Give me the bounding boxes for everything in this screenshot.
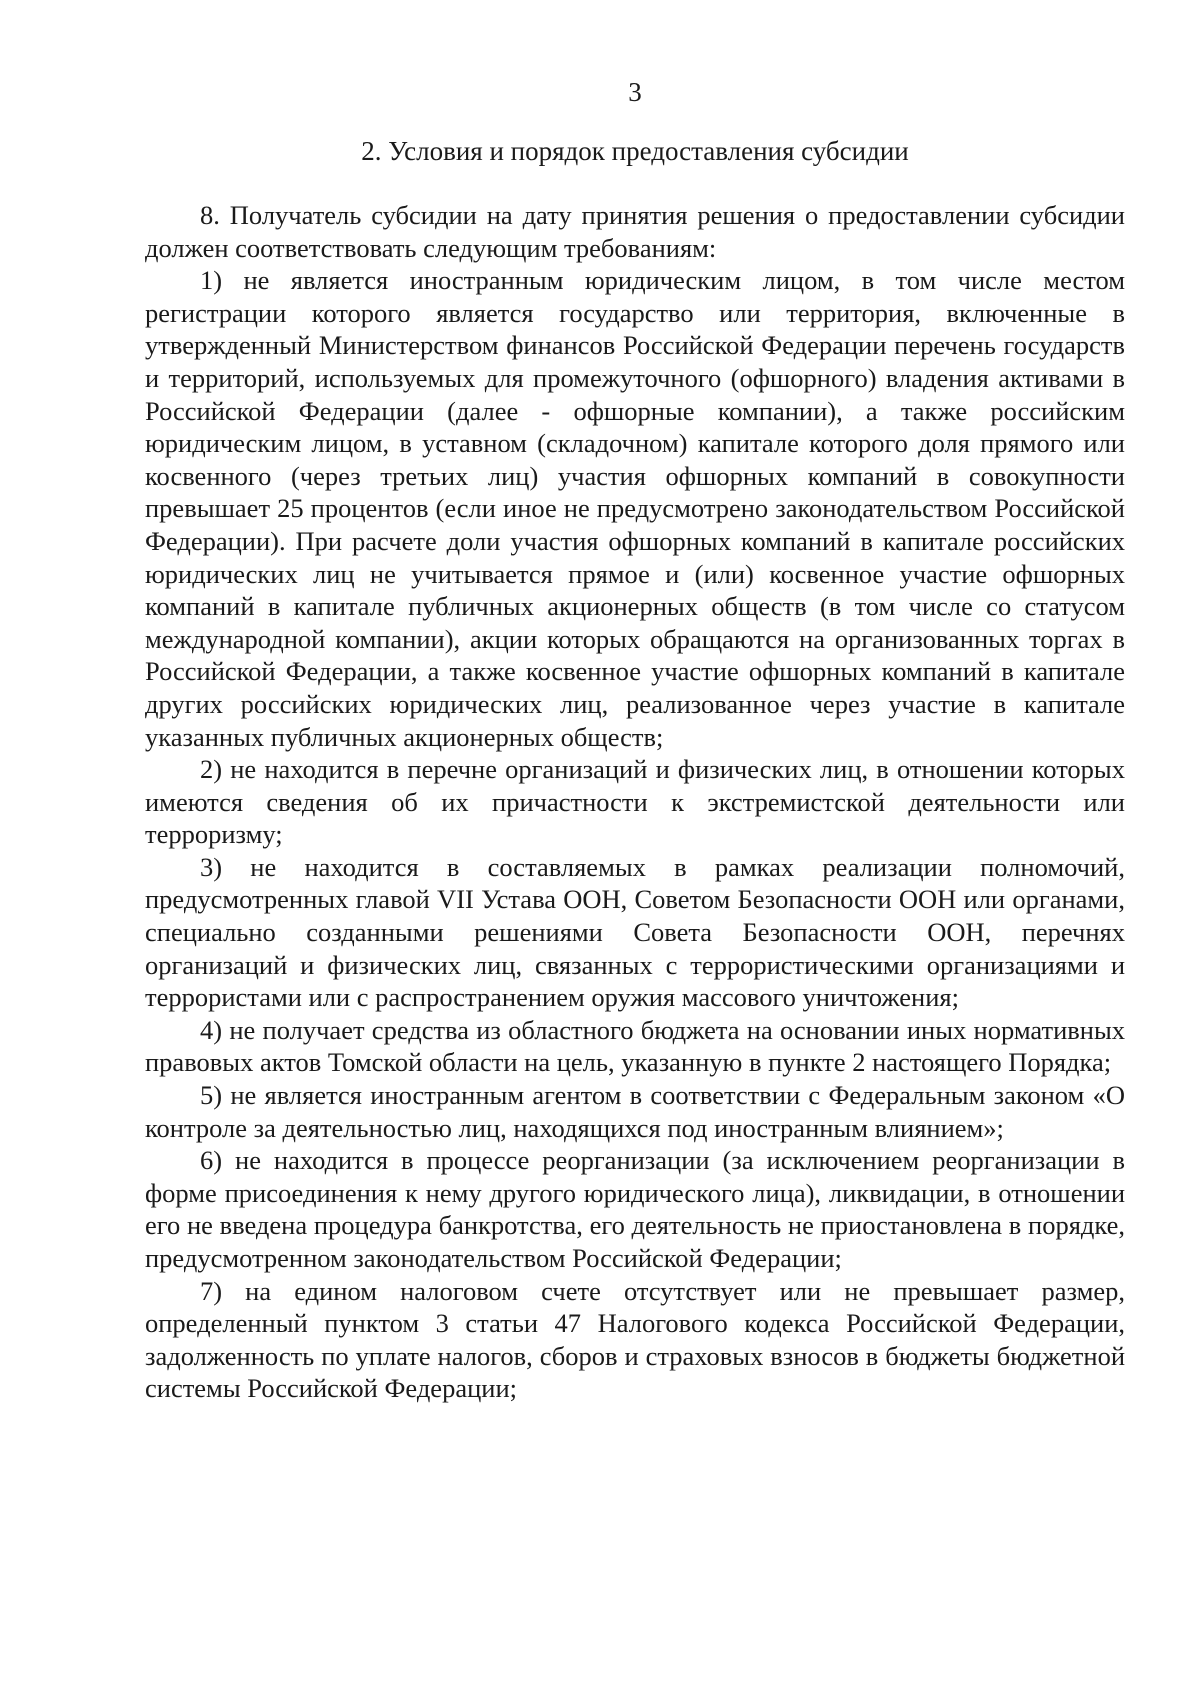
section-title: 2. Условия и порядок предоставления субсидии [361, 136, 909, 166]
requirement-3: 3) не находится в составляемых в рамках реализации полномочий, предусмотренных главой VII Устава ООН, Советом Безопасности ООН или органами, специально созданными решениями Совета Безопасности ООН, перечнях организаций и физических лиц, связанных с террористическими организациями и террористами или с распространением оружия массового уничтожения; [145, 851, 1125, 1013]
page-number: 3 [628, 77, 642, 107]
requirement-1: 1) не является иностранным юридическим лицом, в том числе местом регистрации которого является государство или территория, включенные в утвержденный Министерством финансов Российской Федерации перечень государств и территорий, используемых для промежуточного (офшорного) владения активами в Российской Федерации (далее - офшорные компании), а также российским юридическим лицом, в уставном (складочном) капитале которого доля прямого или косвенного (через третьих лиц) участия офшорных компаний в совокупности превышает 25 процентов (если иное не предусмотрено законодательством Российской Федерации). При расчете доли участия офшорных компаний в капитале российских юридических лиц не учитывается прямое и (или) косвенное участие офшорных компаний в капитале публичных акционерных обществ (в том числе со статусом международной компании), акции которых обращаются на организованных торгах в Российской Федерации, а также косвенное участие офшорных компаний в капитале других российских юридических лиц, реализованное через участие в капитале указанных публичных акционерных обществ; [145, 265, 1125, 752]
requirement-4: 4) не получает средства из областного бюджета на основании иных нормативных правовых актов Томской области на цель, указанную в пункте 2 настоящего Порядка; [145, 1014, 1125, 1078]
paragraph-8: 8. Получатель субсидии на дату принятия решения о предоставлении субсидии должен соответствовать следующим требованиям: [145, 200, 1125, 263]
requirement-5: 5) не является иностранным агентом в соответствии с Федеральным законом «О контроле за деятельностью лиц, находящихся под иностранным влиянием»; [145, 1080, 1125, 1143]
document-body [145, 199, 1125, 1405]
requirement-6: 6) не находится в процессе реорганизации (за исключением реорганизации в форме присоединения к нему другого юридического лица), ликвидации, в отношении его не введена процедура банкротства, его деятельность не приостановлена в порядке, предусмотренном законодательством Российской Федерации; [145, 1145, 1125, 1273]
requirement-2: 2) не находится в перечне организаций и физических лиц, в отношении которых имеются сведения об их причастности к экстремистской деятельности или терроризму; [145, 754, 1125, 850]
requirement-7: 7) на едином налоговом счете отсутствует или не превышает размер, определенный пунктом 3 статьи 47 Налогового кодекса Российской Федерации, задолженность по уплате налогов, сборов и страховых взносов в бюджеты бюджетной системы Российской Федерации; [145, 1275, 1125, 1404]
